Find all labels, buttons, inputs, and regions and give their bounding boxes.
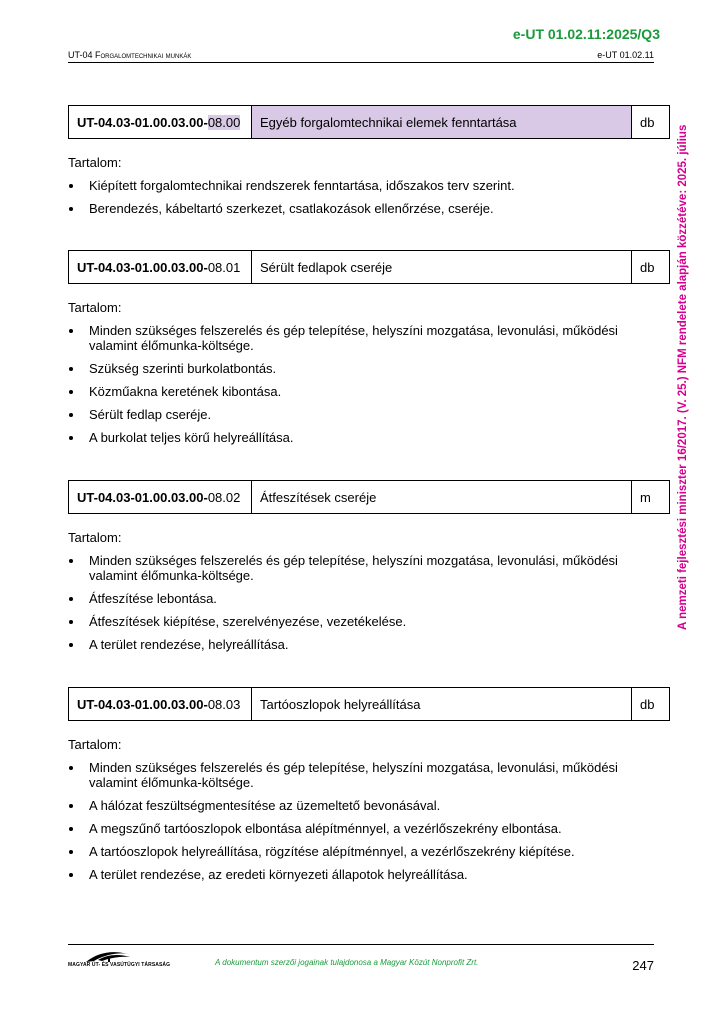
list-item: Átfeszítése lebontása. xyxy=(68,591,648,606)
item-title: Tartóoszlopok helyreállítása xyxy=(252,688,632,720)
item-08-03 xyxy=(68,687,670,890)
item-code-cell xyxy=(69,688,252,720)
item-code-prefix: UT-04.03-01.00.03.00- xyxy=(77,489,208,505)
item-header-table xyxy=(68,687,670,721)
item-title: Átfeszítések cseréje xyxy=(252,481,632,513)
item-unit: db xyxy=(640,114,655,130)
item-08-00 xyxy=(68,105,670,224)
item-08-01 xyxy=(68,250,670,453)
item-unit: m xyxy=(640,489,651,505)
content-list xyxy=(68,178,648,216)
item-08-02 xyxy=(68,480,670,660)
list-item: A tartóoszlopok helyreállítása, rögzítése alépítménnyel, a vezérlőszekrény kiépítése. xyxy=(68,844,648,859)
content-label: Tartalom: xyxy=(68,155,122,170)
running-header xyxy=(68,50,654,63)
item-code-prefix: UT-04.03-01.00.03.00- xyxy=(77,696,208,712)
list-item: Közműakna keretének kibontása. xyxy=(68,384,648,399)
item-title: Egyéb forgalomtechnikai elemek fenntartása xyxy=(252,106,632,138)
item-code-suffix: 08.00 xyxy=(207,114,241,130)
list-item: A megszűnő tartóoszlopok elbontása alépítménnyel, a vezérlőszekrény elbontása. xyxy=(68,821,648,836)
item-code-suffix: 08.01 xyxy=(207,259,241,275)
header-standard: e-UT 01.02.11 xyxy=(597,50,654,60)
document-code: e-UT 01.02.11:2025/Q3 xyxy=(512,26,660,42)
item-code-cell xyxy=(69,106,252,138)
list-item: A burkolat teljes körű helyreállítása. xyxy=(68,430,648,445)
list-item: A terület rendezése, az eredeti környezeti állapotok helyreállítása. xyxy=(68,867,648,882)
list-item: Kiépített forgalomtechnikai rendszerek fenntartása, időszakos terv szerint. xyxy=(68,178,648,193)
item-header-table xyxy=(68,480,670,514)
society-logo-text: MAGYAR ÚT- ÉS VASÚTÜGYI TÁRSASÁG xyxy=(68,962,171,968)
content-label: Tartalom: xyxy=(68,300,122,315)
list-item: Minden szükséges felszerelés és gép telepítése, helyszíni mozgatása, levonulási, működési valamint élőmunka-költsége. xyxy=(68,553,648,583)
item-title: Sérült fedlapok cseréje xyxy=(252,251,632,283)
list-item: A terület rendezése, helyreállítása. xyxy=(68,637,648,652)
item-unit: db xyxy=(640,696,655,712)
item-code-cell xyxy=(69,251,252,283)
page-number: 247 xyxy=(632,958,654,973)
content-label: Tartalom: xyxy=(68,737,122,752)
item-code-cell xyxy=(69,481,252,513)
list-item: Sérült fedlap cseréje. xyxy=(68,407,648,422)
content-list xyxy=(68,553,648,652)
content-label: Tartalom: xyxy=(68,530,122,545)
list-item: A hálózat feszültségmentesítése az üzemeltető bevonásával. xyxy=(68,798,648,813)
item-code-suffix: 08.02 xyxy=(207,489,241,505)
footer-divider xyxy=(68,944,654,945)
copyright-notice: A dokumentum szerzői jogainak tulajdonosa a Magyar Közút Nonprofit Zrt. xyxy=(215,958,479,967)
content-list xyxy=(68,760,648,882)
list-item: Minden szükséges felszerelés és gép telepítése, helyszíni mozgatása, levonulási, működési valamint élőmunka-költsége. xyxy=(68,760,648,790)
item-header-table xyxy=(68,250,670,284)
item-header-table xyxy=(68,105,670,139)
list-item: Minden szükséges felszerelés és gép telepítése, helyszíni mozgatása, levonulási, működési valamint élőmunka-költsége. xyxy=(68,323,648,353)
item-unit: db xyxy=(640,259,655,275)
content-list xyxy=(68,323,648,445)
item-code-suffix: 08.03 xyxy=(207,696,241,712)
list-item: Szükség szerinti burkolatbontás. xyxy=(68,361,648,376)
item-code-prefix: UT-04.03-01.00.03.00- xyxy=(77,114,208,130)
header-chapter: UT-04 Forgalomtechnikai munkák xyxy=(68,50,192,60)
list-item: Berendezés, kábeltartó szerkezet, csatlakozások ellenőrzése, cseréje. xyxy=(68,201,648,216)
item-code-prefix: UT-04.03-01.00.03.00- xyxy=(77,259,208,275)
side-publication-note: A nemzeti fejlesztési miniszter 16/2017. (V. 25.) NFM rendelete alapján közzétéve: 2025. július xyxy=(677,124,689,630)
list-item: Átfeszítések kiépítése, szerelvényezése, vezetékelése. xyxy=(68,614,648,629)
